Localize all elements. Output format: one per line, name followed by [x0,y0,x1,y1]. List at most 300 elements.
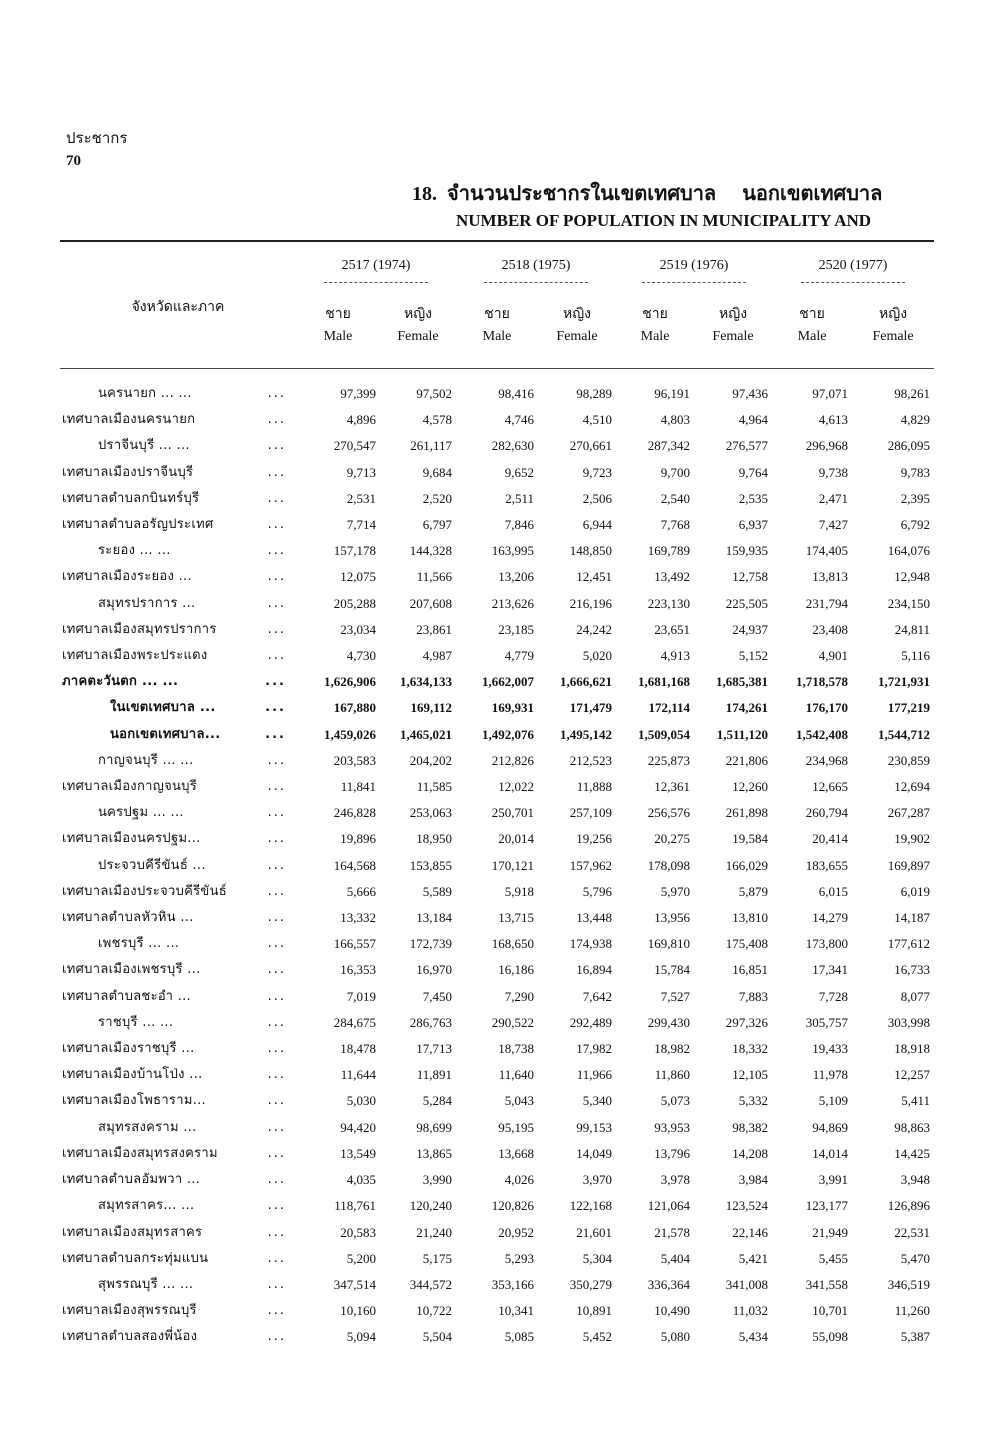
value-cell: 12,948 [894,569,930,585]
female-label-thai: หญิง [404,307,432,322]
value-cell: 20,414 [812,831,848,847]
value-cell: 5,455 [818,1250,848,1266]
table-row [60,460,934,486]
value-cell: 12,665 [812,779,848,795]
value-cell: 1,459,026 [324,726,376,742]
value-cell: 11,260 [894,1303,930,1319]
value-cell: 16,733 [894,962,930,978]
value-cell: 20,014 [498,831,534,847]
row-name: เทศบาลเมืองนครปฐม... [62,831,201,847]
value-cell: 216,196 [569,595,612,611]
leader-dots: ... [267,595,286,611]
row-name: เทศบาลตำบลสองพี่น้อง [62,1329,198,1345]
value-cell: 12,075 [340,569,376,585]
row-label [60,460,296,486]
value-cell: 3,948 [900,1172,930,1188]
table-row [60,1167,934,1193]
row-label [60,669,296,695]
value-cell: 223,130 [647,595,690,611]
value-cell: 5,085 [504,1329,534,1345]
table-row [60,879,934,905]
table-row [60,774,934,800]
table-row [60,957,934,983]
value-cell: 1,721,931 [878,674,930,690]
value-cell: 4,779 [504,648,534,664]
row-label [60,643,296,669]
value-cell: 10,701 [812,1303,848,1319]
value-cell: 16,894 [576,962,612,978]
value-cell: 144,328 [409,543,452,559]
leader-dots: ... [267,1041,286,1057]
leader-dots: ... [267,1276,286,1292]
value-cell: 353,166 [491,1276,534,1292]
value-cell: 6,015 [818,883,848,899]
female-label-thai: หญิง [563,307,592,322]
row-name: ราชบุรี ... ... [98,1014,174,1030]
value-cell: 212,523 [569,752,612,768]
value-cell: 5,304 [582,1250,612,1266]
value-cell: 11,888 [576,779,612,795]
leader-dots: ... [267,1198,286,1214]
value-cell: 55,098 [812,1329,848,1345]
table-row [60,1010,934,1036]
page-number: 70 [66,153,81,169]
stub-header: จังหวัดและภาค [131,300,225,315]
leader-dots: ... [267,1067,286,1083]
value-cell: 183,655 [805,857,848,873]
value-cell: 221,806 [725,752,768,768]
value-cell: 1,662,007 [482,674,534,690]
value-cell: 346,519 [887,1276,930,1292]
value-cell: 23,185 [498,621,534,637]
value-cell: 305,757 [805,1014,848,1030]
table-row [60,381,934,407]
row-name: เทศบาลตำบลกบินทร์บุรี [62,490,200,506]
leader-dots: ... [267,1303,286,1319]
value-cell: 341,558 [805,1276,848,1292]
value-cell: 11,978 [812,1067,848,1083]
value-cell: 12,694 [894,779,930,795]
row-name: ในเขตเทศบาล ... [110,700,216,716]
value-cell: 11,640 [498,1067,534,1083]
leader-dots: ... [267,1250,286,1266]
value-cell: 97,399 [340,386,376,401]
leader-dots: ... [267,910,286,926]
value-cell: 94,420 [340,1119,376,1135]
leader-dots: ... [267,1119,286,1135]
data-table [60,381,934,1351]
table-row [60,1298,934,1324]
title-thai-main: จำนวนประชากรในเขตเทศบาล [447,183,717,205]
row-name: เพชรบุรี ... ... [98,936,180,952]
value-cell: 21,240 [416,1224,452,1240]
value-cell: 290,522 [491,1014,534,1030]
value-cell: 13,492 [654,569,690,585]
female-header [852,288,934,364]
row-name: เทศบาลตำบลอรัญประเทศ [62,517,214,533]
value-cell: 126,896 [887,1198,930,1214]
value-cell: 157,962 [569,857,612,873]
row-label [60,1115,296,1141]
value-cell: 97,071 [812,386,848,401]
value-cell: 3,990 [422,1172,452,1188]
value-cell: 170,121 [491,857,534,873]
value-cell: 12,022 [498,779,534,795]
value-cell: 270,547 [333,438,376,454]
value-cell: 96,191 [654,386,690,401]
value-cell: 171,479 [569,700,612,716]
row-label [60,853,296,879]
value-cell: 97,436 [732,386,768,401]
value-cell: 292,489 [569,1014,612,1030]
female-label-thai: หญิง [719,307,748,322]
value-cell: 207,608 [409,595,452,611]
value-cell: 173,800 [805,936,848,952]
value-cell: 11,966 [576,1067,612,1083]
value-cell: 13,184 [416,910,452,926]
value-cell: 5,411 [901,1093,930,1109]
page-topic: ประชากร [66,131,128,147]
value-cell: 174,938 [569,936,612,952]
leader-dots: ... [267,621,286,637]
value-cell: 4,578 [422,412,452,428]
row-name: สมุทรสาคร... ... [98,1198,195,1214]
male-header [772,288,852,364]
value-cell: 6,937 [738,517,768,533]
value-cell: 166,029 [725,857,768,873]
value-cell: 5,387 [900,1329,930,1345]
table-number: 18. [412,183,437,205]
row-name: เทศบาลเมืองระยอง ... [62,569,192,585]
value-cell: 16,851 [732,962,768,978]
value-cell: 5,175 [422,1250,452,1266]
value-cell: 2,506 [582,490,612,506]
value-cell: 20,952 [498,1224,534,1240]
row-label [60,695,296,721]
row-label [60,407,296,433]
row-name: เทศบาลเมืองราชบุรี ... [62,1041,195,1057]
leader-dots: ... [265,700,286,716]
table-row [60,1141,934,1167]
value-cell: 169,112 [410,700,452,716]
value-cell: 11,860 [654,1067,690,1083]
row-name: เทศบาลเมืองบ้านโป่ง ... [62,1067,203,1083]
value-cell: 10,490 [654,1303,690,1319]
row-name: เทศบาลตำบลอัมพวา ... [62,1172,201,1188]
female-label-en: Female [397,329,439,344]
value-cell: 350,279 [569,1276,612,1292]
value-cell: 212,826 [491,752,534,768]
row-label [60,905,296,931]
value-cell: 18,918 [894,1041,930,1057]
value-cell: 4,613 [818,412,848,428]
leader-dots: ... [267,831,286,847]
value-cell: 5,434 [738,1329,768,1345]
value-cell: 4,746 [504,412,534,428]
row-label [60,1036,296,1062]
leader-dots: ... [267,857,286,873]
value-cell: 17,713 [416,1041,452,1057]
value-cell: 99,153 [576,1119,612,1135]
leader-dots: ... [267,962,286,978]
value-cell: 11,032 [732,1303,768,1319]
value-cell: 1,492,076 [482,726,534,742]
value-cell: 5,152 [738,648,768,664]
row-label [60,1088,296,1114]
value-cell: 98,289 [576,386,612,401]
value-cell: 98,261 [894,386,930,401]
value-cell: 163,995 [491,543,534,559]
value-cell: 261,117 [410,438,452,454]
value-cell: 169,931 [491,700,534,716]
value-cell: 10,891 [576,1303,612,1319]
value-cell: 120,826 [491,1198,534,1214]
value-cell: 168,650 [491,936,534,952]
value-cell: 23,861 [416,621,452,637]
value-cell: 14,208 [732,1145,768,1161]
page-header [66,128,127,172]
row-name: เทศบาลเมืองปราจีนบุรี [62,464,194,480]
row-label [60,800,296,826]
value-cell: 12,361 [654,779,690,795]
value-cell: 94,869 [812,1119,848,1135]
male-label-thai: ชาย [325,307,351,322]
value-cell: 286,095 [887,438,930,454]
value-cell: 9,684 [422,464,452,480]
value-cell: 234,150 [887,595,930,611]
value-cell: 23,651 [654,621,690,637]
value-cell: 9,652 [504,464,534,480]
leader-dots: ... [267,805,286,821]
value-cell: 12,451 [576,569,612,585]
value-cell: 2,511 [505,490,534,506]
row-label [60,591,296,617]
female-label-en: Female [556,329,598,344]
value-cell: 13,206 [498,569,534,585]
female-label-thai: หญิง [879,307,908,322]
value-cell: 9,738 [818,464,848,480]
value-cell: 7,019 [346,988,376,1004]
value-cell: 257,109 [569,805,612,821]
value-cell: 174,261 [725,700,768,716]
row-name: ระยอง ... ... [98,543,171,559]
value-cell: 1,666,621 [560,674,612,690]
row-name: ภาคตะวันตก ... ... [62,674,179,690]
value-cell: 16,186 [498,962,534,978]
row-label [60,957,296,983]
row-label [60,879,296,905]
value-cell: 282,630 [491,438,534,454]
year-header-1976: 2519 (1976) [616,252,772,288]
value-cell: 98,699 [416,1119,452,1135]
value-cell: 11,891 [416,1067,452,1083]
row-label [60,826,296,852]
value-cell: 178,098 [647,857,690,873]
value-cell: 203,583 [333,752,376,768]
table-row [60,591,934,617]
table-row [60,722,934,748]
value-cell: 17,341 [812,962,848,978]
value-cell: 7,427 [818,517,848,533]
male-label-en: Male [797,329,827,344]
value-cell: 21,949 [812,1224,848,1240]
row-label [60,381,296,407]
leader-dots: ... [265,726,286,742]
row-label [60,1246,296,1272]
value-cell: 14,279 [812,910,848,926]
table-title [412,180,924,234]
value-cell: 98,382 [732,1119,768,1135]
value-cell: 1,542,408 [796,726,848,742]
value-cell: 153,855 [409,857,452,873]
row-name: เทศบาลเมืองสุพรรณบุรี [62,1303,197,1319]
value-cell: 6,019 [900,883,930,899]
value-cell: 7,642 [582,988,612,1004]
row-label [60,748,296,774]
female-header [380,288,456,364]
table-row [60,1220,934,1246]
value-cell: 174,405 [805,543,848,559]
value-cell: 24,937 [732,621,768,637]
leader-dots: ... [267,779,286,795]
row-label [60,486,296,512]
table-row [60,1036,934,1062]
table-row [60,1088,934,1114]
value-cell: 95,195 [498,1119,534,1135]
leader-dots: ... [267,569,286,585]
row-name: เทศบาลเมืองพระประแดง [62,648,208,664]
leader-dots: ... [267,1329,286,1345]
value-cell: 14,187 [894,910,930,926]
value-cell: 230,859 [887,752,930,768]
value-cell: 169,897 [887,857,930,873]
value-cell: 157,178 [333,543,376,559]
value-cell: 1,718,578 [796,674,848,690]
value-cell: 13,796 [654,1145,690,1161]
value-cell: 120,240 [409,1198,452,1214]
value-cell: 341,008 [725,1276,768,1292]
value-cell: 12,257 [894,1067,930,1083]
table-row [60,643,934,669]
row-name: เทศบาลเมืองสมุทรสงคราม [62,1145,218,1161]
value-cell: 250,701 [491,805,534,821]
value-cell: 4,901 [818,648,848,664]
value-cell: 13,813 [812,569,848,585]
value-cell: 17,982 [576,1041,612,1057]
table-row [60,1062,934,1088]
table-row [60,1115,934,1141]
table-row [60,1272,934,1298]
table-row [60,669,934,695]
value-cell: 5,200 [346,1250,376,1266]
value-cell: 7,527 [660,988,690,1004]
value-cell: 6,944 [582,517,612,533]
table-row [60,512,934,538]
value-cell: 98,416 [498,386,534,401]
row-name: สุพรรณบุรี ... ... [98,1276,194,1292]
male-label-en: Male [640,329,670,344]
value-cell: 5,421 [738,1250,768,1266]
row-name: เทศบาลเมืองกาญจนบุรี [62,779,198,795]
value-cell: 13,715 [498,910,534,926]
value-cell: 5,879 [738,883,768,899]
row-name: เทศบาลตำบลหัวหิน ... [62,910,194,926]
value-cell: 14,425 [894,1145,930,1161]
row-name: เทศบาลตำบลชะอำ ... [62,988,191,1004]
row-name: กาญจนบุรี ... ... [98,752,194,768]
table-row [60,486,934,512]
value-cell: 148,850 [569,543,612,559]
value-cell: 5,918 [504,883,534,899]
value-cell: 5,970 [660,883,690,899]
value-cell: 24,242 [576,621,612,637]
row-label [60,617,296,643]
row-name: เทศบาลเมืองประจวบคีรีขันธ์ [62,883,228,899]
value-cell: 14,049 [576,1145,612,1161]
row-name: ปราจีนบุรี ... ... [98,438,190,454]
year-header-1977: 2520 (1977) [772,252,934,288]
value-cell: 19,433 [812,1041,848,1057]
leader-dots: ... [267,1172,286,1188]
title-thai [412,180,924,208]
table-row [60,695,934,721]
value-cell: 225,873 [647,752,690,768]
value-cell: 7,290 [504,988,534,1004]
value-cell: 5,043 [504,1093,534,1109]
row-label [60,1141,296,1167]
value-cell: 225,505 [725,595,768,611]
leader-dots: ... [267,386,286,401]
value-cell: 19,584 [732,831,768,847]
value-cell: 1,681,168 [638,674,690,690]
value-cell: 19,256 [576,831,612,847]
value-cell: 234,968 [805,752,848,768]
year-header-1975: 2518 (1975) [456,252,616,288]
value-cell: 169,810 [647,936,690,952]
male-label-thai: ชาย [642,307,668,322]
row-label [60,1062,296,1088]
table-row [60,407,934,433]
table-row [60,984,934,1010]
value-cell: 267,287 [887,805,930,821]
value-cell: 256,576 [647,805,690,821]
value-cell: 286,763 [409,1014,452,1030]
value-cell: 246,828 [333,805,376,821]
value-cell: 1,495,142 [560,726,612,742]
value-cell: 97,502 [416,386,452,401]
male-label-en: Male [482,329,512,344]
value-cell: 176,170 [805,700,848,716]
value-cell: 13,865 [416,1145,452,1161]
value-cell: 299,430 [647,1014,690,1030]
row-name: สมุทรปราการ ... [98,595,196,611]
value-cell: 2,395 [900,490,930,506]
table-row [60,931,934,957]
value-cell: 10,341 [498,1303,534,1319]
row-label [60,512,296,538]
value-cell: 5,080 [660,1329,690,1345]
value-cell: 12,260 [732,779,768,795]
value-cell: 5,340 [582,1093,612,1109]
value-cell: 121,064 [647,1198,690,1214]
value-cell: 10,722 [416,1303,452,1319]
value-cell: 2,531 [346,490,376,506]
value-cell: 5,073 [660,1093,690,1109]
value-cell: 177,219 [887,700,930,716]
value-cell: 123,524 [725,1198,768,1214]
female-label-en: Female [712,329,754,344]
value-cell: 22,146 [732,1224,768,1240]
